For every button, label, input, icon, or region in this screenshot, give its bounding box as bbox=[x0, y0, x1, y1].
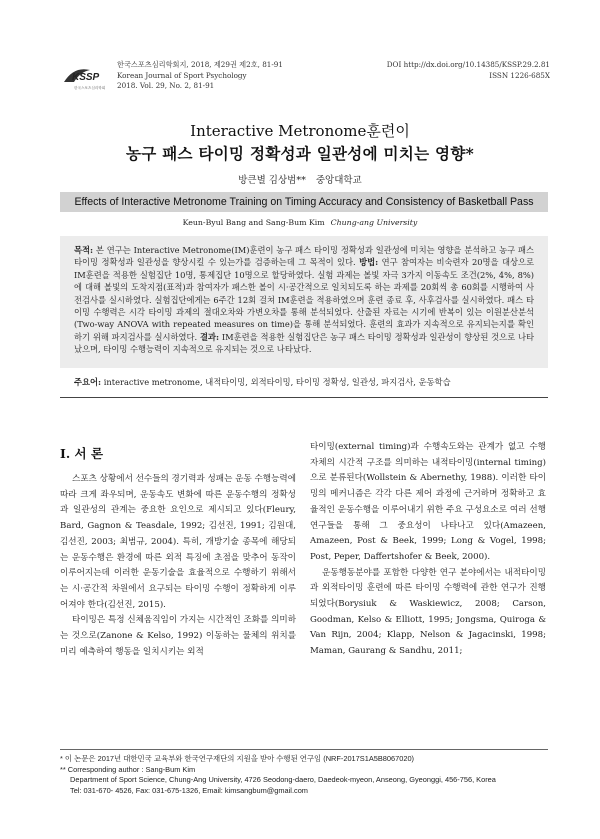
journal-header bbox=[60, 58, 550, 98]
body-paragraph: 타이밍은 특정 신체움직임이 가지는 시간적인 조화를 의미하는 것으로(Zanone & Kelso, 1992) 이동하는 물체의 위치를 미리 예측하여 행동을 일치시키는 외적 bbox=[60, 615, 296, 657]
footnote-rule bbox=[60, 749, 548, 750]
keywords-label: 주요어: bbox=[74, 377, 102, 387]
issn: ISSN 1226-685X bbox=[489, 70, 550, 80]
title-line-2: 농구 패스 타이밍 정확성과 일관성에 미치는 영향* bbox=[125, 144, 475, 163]
journal-citation bbox=[117, 60, 283, 92]
abstract-method: 연구 참여자는 비숙련자 20명을 대상으로 IM훈련을 적용한 실험집단 10명, 통제집단 10명으로 할당하였다. 실험 과제는 볼빛 자극 3가지 이동속도 조건(2%, 4%, 8%)에 대해 볼빛의 도착지점(표적)과 참여자가 패스한 볼이 시·공간적으로 일치되도록 하는 과제를 20회씩 총 60회를 시행하여 사전검사를 실시하였다. 실험집단에게는 6주간 12회 걸쳐 IM훈련을 적용하였으며 훈련 종료 후, 사후검사를 실시하였다. 패스 타이밍 수행력은 시각 타이밍 과제의 절대오차와 가변오차를 통해 분석되었다. 산출된 자료는 시기에 반복이 있는 이원분산분석(Two-way ANOVA with repeated measures on time)을 통해 분석되었다. 훈련의 효과가 지속적으로 유지되는지를 확인하기 위해 파지검사를 실시하였다. bbox=[74, 257, 534, 342]
kssp-logo bbox=[60, 60, 110, 94]
footnotes bbox=[60, 754, 548, 796]
journal-en-line: Korean Journal of Sport Psychology bbox=[117, 70, 247, 80]
doi-link[interactable]: DOI http://dx.doi.org/10.14385/KSSP.29.2.81 bbox=[386, 60, 550, 69]
abstract-purpose-label: 목적: bbox=[74, 245, 94, 255]
journal-ko-line: 한국스포츠심리학회지, 2018, 제29권 제2호, 81-91 bbox=[117, 60, 283, 69]
abstract-text bbox=[74, 244, 534, 356]
keywords-text: interactive metronome, 내적타이밍, 외적타이밍, 타이밍 정확성, 일관성, 파지검사, 운동학습 bbox=[101, 377, 451, 387]
affiliation-ko: 중앙대학교 bbox=[315, 175, 362, 186]
abstract-purpose: 본 연구는 Interactive Metronome(IM)훈련이 농구 패스 타이밍 정확성과 일관성에 미치는 영향을 분석하고 농구 패스 타이밍 정확성과 일관성을 향상시킬 수 있는가를 검증하는데 그 목적이 있다. bbox=[74, 245, 534, 268]
logo-text: KSSP bbox=[72, 72, 100, 83]
author-names-en: Keun-Byul Bang and Sang-Bum Kim bbox=[182, 218, 325, 227]
section-heading: I. 서 론 bbox=[60, 446, 104, 461]
abstract-result-label: 결과: bbox=[199, 331, 220, 342]
footnote-corresponding: ** Corresponding author : Sang-Bum Kim bbox=[60, 764, 196, 774]
footnote-contact: Tel: 031-670- 4526, Fax: 031-675-1326, Email: kimsangbum@gmail.com bbox=[70, 785, 308, 795]
right-column bbox=[310, 440, 546, 660]
volume-line: 2018. Vol. 29, No. 2, 81-91 bbox=[117, 81, 215, 90]
authors-english bbox=[0, 218, 600, 227]
footnote-funding: * 이 논문은 2017년 대한민국 교육부와 한국연구재단의 지원을 받아 수행된 연구임 (NRF-2017S1A5B8067020) bbox=[60, 754, 415, 763]
abstract-method-label: 방법: bbox=[359, 257, 379, 268]
authors-korean bbox=[0, 172, 600, 186]
keywords bbox=[74, 376, 544, 388]
affiliation-en: Chung-ang University bbox=[330, 218, 418, 227]
left-column bbox=[60, 472, 296, 660]
english-title-banner: Effects of Interactive Metronome Training on Timing Accuracy and Consistency of Basketball Pass bbox=[60, 192, 548, 212]
title-line-1: Interactive Metronome훈련이 bbox=[190, 122, 410, 140]
body-paragraph: 운동행동분야를 포함한 다양한 연구 분야에서는 내적타이밍과 외적타이밍 훈련에 따른 타이밍 수행력에 관한 연구가 진행되었다(Borysiuk & Waskiewicz, 2008; Carson, Goodman, Kelso & Elliott, 1995; Jongsma, Quiroga & Van Rijn, 2004; Klapp, Nelson & Jagacinski, 1998; Maman, Gaurang & Sandhu, 2011; bbox=[310, 567, 546, 657]
abstract-result: IM훈련을 적용한 실험집단은 농구 패스 타이밍 정확성과 일관성이 향상된 것으로 나타났으며, 타이밍 수행능력이 지속적으로 유지되는 것으로 나타났다. bbox=[74, 331, 534, 355]
abstract-box bbox=[60, 236, 548, 368]
body-paragraph: 타이밍(external timing)과 수행속도와는 관계가 없고 수행 자체의 시간적 구조를 의미하는 내적타이밍(internal timing)으로 분류된다(Wollstein & Abernethy, 1988). 이러한 타이밍의 메커니즘은 각각 다른 제어 과정에 근거하며 정확하고 효율적인 운동수행을 이루어내기 위한 주요 구성요소로 여러 선행연구들을 통해 그 중요성이 나타나고 있다(Amazeen, Amazeen, Post & Beek, 1999; Long & Vogel, 1998; Post, Peper, Daffertshofer & Beek, 2000). bbox=[310, 442, 546, 562]
author-names-ko: 방큰별 김상범** bbox=[238, 175, 306, 186]
footnote-address: Department of Sport Science, Chung-Ang University, 4726 Seodong-daero, Daedeok-myeon, Anseong, Gyeonggi, 456-756, Korea bbox=[70, 775, 496, 785]
body-paragraph: 스포츠 상황에서 선수들의 경기력과 성패는 운동 수행능력에 따라 크게 좌우되며, 운동속도 변화에 따른 운동수행의 정확성과 일관성의 관계는 중요한 요인으로 제시되고 있다(Fleury, Bard, Gagnon & Teasdale, 1992; 김선진, 1991; 김원대, 김선진, 2003; 최범규, 2004). 특히, 개방기술 종목에 해당되는 운동수행은 환경에 따른 외적 특징에 초점을 맞추어 동작이 이루어지는데 이러한 운동기술을 효율적으로 수행하기 위해서는 시·공간적 차원에서 요구되는 타이밍 수행이 정확하게 이루어져야 한다(김선진, 2015). bbox=[60, 474, 296, 610]
divider-rule bbox=[60, 397, 548, 398]
logo-sub: 한국스포츠심리학회 bbox=[74, 86, 106, 90]
journal-ids bbox=[387, 60, 550, 81]
